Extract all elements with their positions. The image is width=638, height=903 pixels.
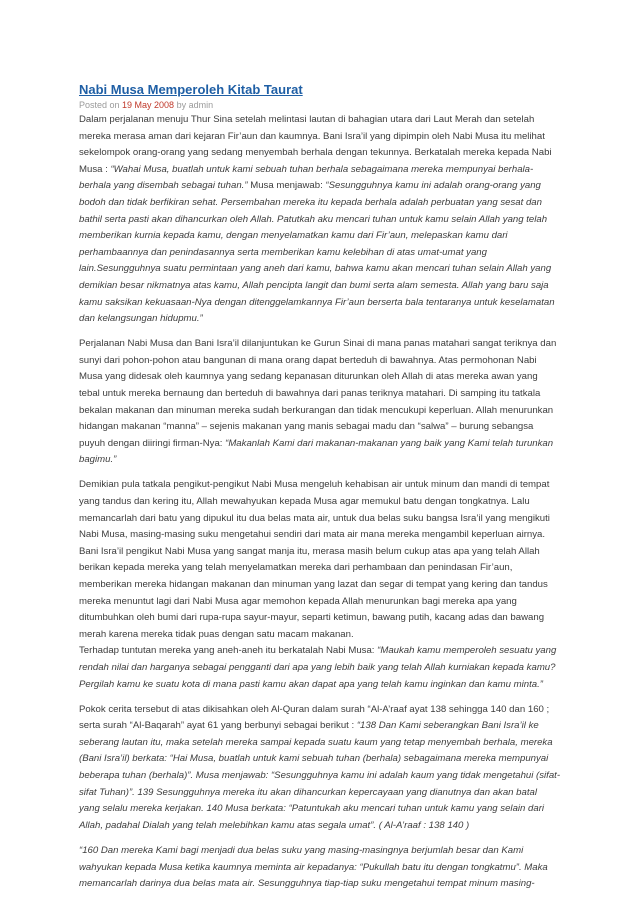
body-text: Perjalanan Nabi Musa dan Bani Isra’il dilanjuntukan ke Gurun Sinai di mana panas matahari sangat teriknya dan (79, 338, 557, 350)
body-text: berikan kepada mereka yang telah menyelamatkan mereka dari perhambaan dan penindasan Fir’aun, (79, 562, 513, 574)
quote-text: Pergilah kamu ke suatu kota di mana pasti kamu akan dapat apa yang telah kamu inginkan dan kamu minta.” (79, 678, 543, 690)
quote-text: “160 Dan mereka Kami bagi menjadi dua belas suku yang masing-masingnya berjumlah besar dan Kami (79, 844, 524, 856)
body-text: tebal untuk mereka bernaung dan berteduh di bawahnya dari panas teriknya matahari. Di samping itu tatkala (79, 388, 541, 399)
post-author: by admin (174, 100, 214, 110)
text-line (79, 801, 564, 818)
text-line (79, 295, 564, 312)
body-text: Bani Isra’il pengikut Nabi Musa yang sangat manja itu, merasa masih belum cukup atas apa yang telah Allah (79, 545, 540, 557)
text-line (79, 751, 564, 768)
text-line (79, 436, 564, 453)
body-text: serta surah “Al-Baqarah” ayat 61 yang berbunyi sebagai berikut : (79, 720, 357, 732)
text-line (79, 702, 564, 719)
body-text: Musa : (79, 163, 111, 175)
text-line (79, 511, 564, 528)
text-line (79, 594, 564, 611)
quote-text: beberapa tuhan (berhala)”. Musa menjawab: “Sesungguhnya kamu ini adalah kaum yang tidak mengetahui (sifat- (79, 770, 561, 782)
body-text: merah karena mereka tidak puas dengan satu macam makanan. (79, 628, 354, 640)
quote-text: bagimu.” (79, 454, 117, 466)
body-text: mereka merasa aman dari kejaran Fir’aun dan kaumnya. Bani Isra’il yang dipimpin oleh Nabi Musa itu melihat (79, 130, 545, 142)
text-line (79, 228, 564, 245)
text-line (79, 860, 564, 877)
quote-text: dan kelangsungan hidupmu.” (79, 313, 203, 325)
body-text: mereka menuntut lagi dari Nabi Musa agar memohon kepada Allah menurunkan bagi mereka apa yang (79, 595, 517, 607)
quote-text: memancarlah darinya dua belas mata air. Sesungguhnya tiap-tiap suku mengetahui tempat minum masing- (79, 878, 535, 890)
text-line (79, 452, 564, 469)
body-text: Terhadap tuntutan mereka yang aneh-aneh itu berkatalah Nabi Musa: (79, 645, 378, 657)
paragraph (79, 112, 564, 328)
text-line (79, 735, 564, 752)
text-line (79, 577, 564, 594)
article (79, 82, 564, 901)
post-title-link[interactable]: Nabi Musa Memperoleh Kitab Taurat (79, 82, 303, 97)
quote-text: kamu saksikan kekuasaan-Nya dengan ditenggelamkannya Fir’aun berserta bala tentaranya untuk keselamatan (79, 296, 555, 308)
text-line (79, 419, 564, 436)
text-line (79, 768, 564, 785)
quote-text: memberikan kurnia kepada kamu, dengan menyelamatkan kamu dari Fir’aun, melepaskan kamu dari (79, 230, 508, 242)
quote-text: seberang lautan itu, maka setelah mereka sampai kepada suatu kaum yang tetap menyembah berhala, mereka (79, 736, 553, 748)
body-text: sunyi dari pohon-pohon atau bangunan di mana orang dapat berteduh di bawahnya. Atas permohonan Nabi (79, 354, 537, 366)
text-line (79, 627, 564, 644)
quote-text: “138 Dan Kami seberangkan Bani Isra’il ke (356, 720, 539, 732)
quote-text: (Bani Isra’il) berkata: “Hai Musa, buatlah untuk kami sebuah tuhan (berhala) sebagaimana mereka mempunyai (79, 753, 549, 765)
text-line (79, 145, 564, 162)
text-line (79, 162, 564, 179)
text-line (79, 261, 564, 278)
quote-text: “Maukah kamu memperoleh sesuatu yang (377, 645, 557, 657)
body-text: ditumbuhkan oleh bumi dari rupa-rupa sayur-mayur, separti ketimun, bawang putih, kacang adas dan bawang (79, 612, 545, 624)
text-line (79, 785, 564, 802)
post-body (79, 112, 564, 893)
text-line (79, 245, 564, 262)
post-meta (79, 98, 564, 112)
quote-text: sifat Tuhan)”. 139 Sesungguhnya mereka itu akan dihancurkan kepercayaan yang dianutnya dan akan batal (79, 786, 537, 798)
text-line (79, 353, 564, 370)
paragraph (79, 702, 564, 835)
body-text: puyuh dengan diiringi firman-Nya: (79, 437, 226, 449)
quote-text: bathil serta pasti akan dihancurkan oleh Allah. Patutkah aku mencari tuhan untuk kamu selain Allah yang telah (79, 213, 548, 225)
text-line (79, 718, 564, 735)
paragraph (79, 336, 564, 469)
quote-text: lain.Sesungguhnya suatu permintaan yang aneh dari kamu, bahwa kamu akan mencari tuhan selain Allah yang (79, 263, 552, 275)
body-text: Nabi Musa, masing-masing suku mengetahui sendiri dari mata air mana mereka mengambil keperluan airnya. (79, 529, 546, 541)
quote-text: bodoh dan tidak berfikiran sehat. Persembahan mereka itu kepada berhala adalah perbuatan yang sesat dan (79, 196, 542, 208)
text-line (79, 369, 564, 386)
text-line (79, 677, 564, 694)
text-line (79, 311, 564, 328)
body-text: Demikian pula tatkala pengikut-pengikut Nabi Musa mengeluh kehabisan air untuk minum dan mandi di tempat (79, 479, 550, 491)
body-text: hidangan makanan “manna” – sejenis makanan yang manis sebagai madu dan “salwa” – burung sebangsa (79, 421, 534, 433)
quote-text: “Sesungguhnya kamu ini adalah orang-orang yang (325, 180, 541, 192)
text-line (79, 527, 564, 544)
body-text: bekalan makanan dan minuman mereka sudah berkurangan dan tidak mencukupi keperluan. Allah menurunkan (79, 404, 554, 416)
quote-text: yang selalu mereka kerjakan. 140 Musa berkata: “Patuntukah aku mencari tuhan untuk kamu yang selain dari (79, 803, 545, 815)
body-text: yang tandus dan kering itu, Allah mewahyukan kepada Musa agar memukul batu dengan tongkatnya. Lalu (79, 496, 530, 508)
posted-on-label: Posted on (79, 100, 123, 110)
text-line (79, 178, 564, 195)
text-line (79, 129, 564, 146)
text-line (79, 818, 564, 835)
quote-text: “Wahai Musa, buatlah untuk kami sebuah tuhan berhala sebagaimana mereka mempunyai berhala- (110, 163, 534, 175)
body-text: Pokok cerita tersebut di atas dikisahkan oleh Al-Quran dalam surah “Al-A’raaf ayat 138 sehingga 140 dan 160 ; (79, 703, 550, 715)
text-line (79, 544, 564, 561)
text-line (79, 876, 564, 893)
paragraph (79, 843, 564, 893)
text-line (79, 610, 564, 627)
quote-text: “Makanlah Kami dari makanan-makanan yang baik yang Kami telah turunkan (225, 437, 554, 449)
text-line (79, 560, 564, 577)
post-date-link[interactable]: 19 May 2008 (122, 100, 175, 110)
text-line (79, 477, 564, 494)
text-line (79, 660, 564, 677)
quote-text: berhala yang disembah sebagai tuhan.” (79, 180, 248, 192)
quote-text: rendah nilai dan harganya sebagai pengganti dari apa yang lebih baik yang telah Allah kurniakan kepada kamu? (79, 662, 556, 673)
body-text: memancarlah dari batu yang dipukul itu dua belas mata air, untuk dua belas suku bangsa Isra’il yang mengikuti (79, 512, 550, 524)
body-text: Musa yang didesak oleh kaumnya yang sedang kepanasan diturunkan oleh Allah di atas mereka awan yang (79, 371, 538, 383)
quote-text: demikian besar nikmatnya atas kamu, Allah pencipta langit dan bumi serta alam semesta. Allah yang baru saja (79, 279, 549, 291)
quote-text: Allah, padahal Dialah yang telah melebihkan kamu atas segala umat”. ( Al-A’raaf : 138 140 ) (79, 819, 470, 831)
body-text: sekelompok orang-orang yang sedang menyembah berhala dengan tekunnya. Berkatalah mereka kepada Nabi (79, 147, 552, 159)
text-line (79, 278, 564, 295)
quote-text: perhambaannya dan penindasannya serta memberikan kamu kelebihan di atas umat-umat yang (79, 246, 487, 258)
body-text: Dalam perjalanan menuju Thur Sina setelah melintasi lautan di bahagian utara dari Laut Merah dan setelah (79, 114, 535, 125)
text-line (79, 386, 564, 403)
text-line (79, 403, 564, 420)
text-line (79, 843, 564, 860)
body-text: Musa menjawab: (247, 180, 326, 192)
quote-text: wahyukan kepada Musa ketika kaumnya meminta air kepadanya: “Pukullah batu itu dengan tongkatmu”. Maka (79, 861, 548, 873)
text-line (79, 212, 564, 229)
text-line (79, 336, 564, 353)
text-line (79, 112, 564, 129)
text-line (79, 494, 564, 511)
text-line (79, 195, 564, 212)
body-text: memberikan mereka hidangan makanan dan minuman yang lazat dan segar di tempat yang kering dan tandus (79, 579, 548, 591)
text-line (79, 643, 564, 660)
paragraph (79, 477, 564, 693)
